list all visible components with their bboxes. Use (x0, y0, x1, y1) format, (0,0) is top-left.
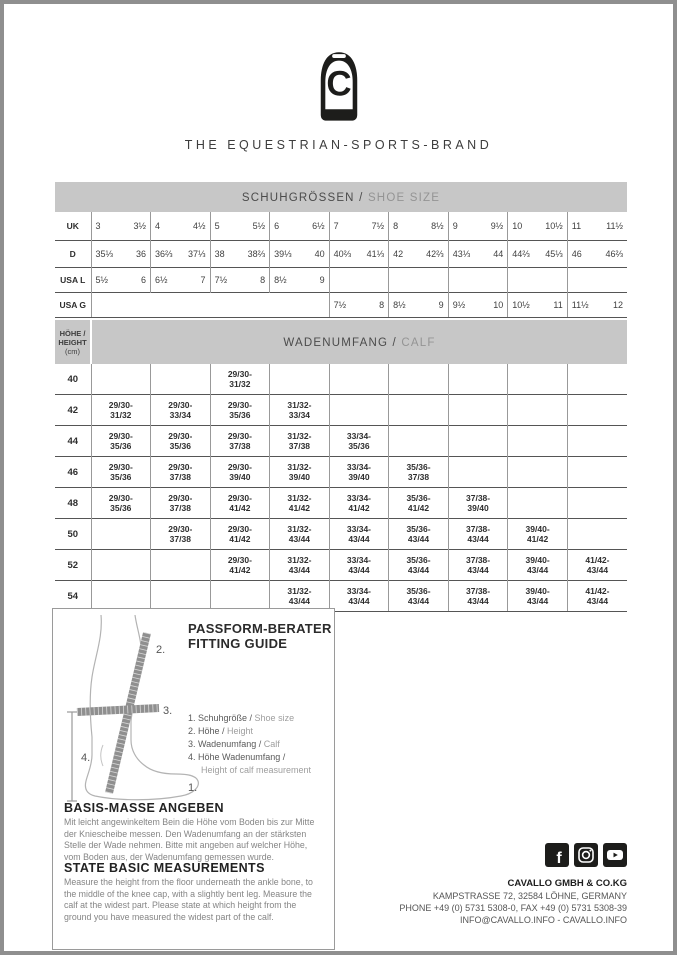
size-cell: 8 (359, 293, 389, 318)
calf-row (55, 488, 627, 519)
legend-item: 2. Höhe / Height (188, 726, 254, 736)
size-cell: 3 (91, 212, 121, 241)
calf-range-cell: 29/30- 35/36 (151, 426, 211, 457)
diagram-label-2: 2. (156, 644, 166, 656)
calf-measuring-tape (77, 708, 159, 712)
legend-item: 4. Höhe Wadenumfang / Height of calf measurement (188, 752, 312, 775)
youtube-icon[interactable] (603, 843, 627, 867)
size-cell: 38 (210, 241, 240, 268)
size-cell: 12 (597, 293, 627, 318)
calf-range-cell (91, 581, 151, 612)
size-cell: 3½ (133, 221, 147, 231)
shoe-size-title-de: SCHUHGRÖSSEN / (241, 192, 364, 204)
diagram-label-3: 3. (163, 705, 173, 717)
measurement-body-en: Measure the height from the floor underneath the ankle bone, to the middle of the knee cap, with a slightly bent leg. Measure the calf at the widest part. Please state at which height from the ground you have measured the widest part of the calf. (64, 877, 313, 922)
company-web: INFO@CAVALLO.INFO - CAVALLO.INFO (460, 915, 627, 925)
calf-range-cell: 29/30- 37/38 (151, 457, 211, 488)
calf-range-cell: 31/32- 41/42 (270, 488, 330, 519)
calf-title-row (55, 320, 627, 364)
calf-range-cell: 37/38- 43/44 (448, 519, 508, 550)
size-cell: 44⅔ (508, 241, 538, 268)
calf-range-cell (151, 550, 211, 581)
stirrup-c-logo-icon (316, 50, 362, 126)
calf-range-cell (567, 488, 627, 519)
calf-range-cell: 35/36- 43/44 (389, 519, 449, 550)
document-page (4, 4, 673, 951)
shoe-size-title-row (55, 182, 627, 212)
brand-tagline: THE EQUESTRIAN-SPORTS-BRAND (184, 138, 493, 152)
calf-range-cell: 35/36- 43/44 (389, 581, 449, 612)
calf-range-cell: 39/40- 43/44 (508, 581, 568, 612)
size-cell: 43⅓ (448, 241, 478, 268)
size-cell: 46⅔ (597, 241, 627, 268)
calf-range-cell (389, 364, 449, 395)
calf-row (55, 457, 627, 488)
calf-range-cell: 35/36- 41/42 (389, 488, 449, 519)
shoe-row-label: USA G (55, 293, 91, 318)
size-cell: 42⅔ (418, 241, 448, 268)
size-cell: 6 (270, 212, 300, 241)
size-cell: 9½ (490, 221, 504, 231)
calf-range-cell: 29/30- 41/42 (210, 550, 270, 581)
measurement-instructions-de (64, 801, 324, 863)
calf-range-cell: 41/42- 43/44 (567, 550, 627, 581)
size-cell: 46 (567, 241, 597, 268)
calf-range-cell (151, 364, 211, 395)
calf-range-cell (329, 395, 389, 426)
size-cell: 10½ (508, 293, 538, 318)
calf-range-cell: 29/30- 33/34 (151, 395, 211, 426)
size-cell: 7½ (329, 293, 359, 318)
size-cell (389, 268, 419, 293)
company-name: CAVALLO GMBH & CO.KG (507, 878, 627, 889)
calf-range-cell (508, 364, 568, 395)
fitting-guide-title (188, 621, 332, 651)
shoe-size-row (55, 268, 627, 293)
calf-range-cell: 37/38- 39/40 (448, 488, 508, 519)
calf-range-cell (389, 426, 449, 457)
size-cell: 41⅓ (359, 241, 389, 268)
calf-row (55, 426, 627, 457)
facebook-icon[interactable] (545, 843, 569, 867)
size-cell: 9 (418, 293, 448, 318)
calf-range-cell: 31/32- 43/44 (270, 550, 330, 581)
svg-text:C: C (325, 64, 352, 104)
legend-item: 3. Wadenumfang / Calf (188, 739, 280, 749)
calf-range-cell (91, 550, 151, 581)
height-header-unit: (cm) (65, 346, 80, 356)
diagram-label-1: 1. (188, 782, 198, 794)
height-cell: 46 (55, 457, 91, 488)
size-cell: 10 (508, 212, 538, 241)
height-cell: 52 (55, 550, 91, 581)
height-cell: 42 (55, 395, 91, 426)
fitting-guide-box (52, 608, 335, 950)
shoe-row-label: UK (66, 221, 79, 231)
calf-range-cell (508, 426, 568, 457)
height-header (55, 320, 91, 364)
calf-range-cell: 29/30- 35/36 (91, 488, 151, 519)
company-phone: PHONE +49 (0) 5731 5308-0, FAX +49 (0) 5731 5308-39 (399, 903, 627, 913)
calf-range-cell: 31/32- 43/44 (270, 581, 330, 612)
size-cell: 37⅓ (180, 241, 210, 268)
calf-range-cell: 41/42- 43/44 (567, 581, 627, 612)
calf-range-cell: 29/30- 31/32 (91, 395, 151, 426)
size-cell: 8 (240, 268, 270, 293)
calf-range-cell (151, 581, 211, 612)
calf-range-cell: 37/38- 43/44 (448, 550, 508, 581)
shoe-size-row (55, 293, 627, 318)
fitting-guide-title-de: PASSFORM-BERATER (188, 621, 332, 636)
svg-text:f: f (556, 850, 562, 867)
calf-range-cell (567, 519, 627, 550)
fitting-guide-title-en: FITTING GUIDE (188, 636, 288, 651)
calf-title-en: CALF (401, 337, 436, 349)
size-cell: 38⅔ (240, 241, 270, 268)
shoe-size-title (55, 182, 627, 212)
size-cell: 6½ (151, 268, 181, 293)
height-cell: 48 (55, 488, 91, 519)
calf-range-cell: 29/30- 41/42 (210, 488, 270, 519)
calf-range-cell (448, 395, 508, 426)
instagram-icon[interactable] (574, 843, 598, 867)
calf-range-cell (448, 426, 508, 457)
calf-row (55, 519, 627, 550)
size-cell (359, 268, 389, 293)
calf-range-cell: 29/30- 37/38 (151, 488, 211, 519)
calf-range-cell (91, 364, 151, 395)
shoe-row-label: USA L (55, 268, 91, 293)
size-cell: 5½ (252, 221, 266, 231)
size-cell: 40 (299, 241, 329, 268)
calf-range-cell: 31/32- 37/38 (270, 426, 330, 457)
size-cell: 9½ (448, 293, 478, 318)
calf-range-cell: 31/32- 39/40 (270, 457, 330, 488)
size-cell: 7½ (210, 268, 240, 293)
company-address: KAMPSTRASSE 72, 32584 LÖHNE, GERMANY (432, 891, 627, 901)
size-cell: 45⅓ (537, 241, 567, 268)
shoe-size-row (55, 241, 627, 268)
calf-title-de: WADENUMFANG / (283, 337, 397, 349)
size-cell (597, 268, 627, 293)
size-cell (418, 268, 448, 293)
calf-range-cell (329, 364, 389, 395)
calf-range-cell (448, 457, 508, 488)
calf-row (55, 395, 627, 426)
size-cell: 8½ (389, 293, 419, 318)
size-cell: 4½ (193, 221, 206, 231)
size-cell: 5 (210, 212, 240, 241)
size-cell: 7½ (371, 221, 385, 231)
calf-range-cell: 29/30- 31/32 (210, 364, 270, 395)
calf-range-cell (270, 364, 330, 395)
leg-measurement-illustration (59, 615, 209, 805)
measurement-body-de: Mit leicht angewinkeltem Bein die Höhe vom Boden bis zur Mitte der Kniescheibe messen. Den Wadenumfang an der stärksten Stelle der Wade nehmen. Bitte mit angeben auf welcher Höhe, vom Boden aus, der Wadenumfang gemessen wurde. (64, 817, 315, 862)
calf-row (55, 550, 627, 581)
height-header-de: HÖHE / (59, 328, 86, 338)
calf-range-cell: 35/36- 43/44 (389, 550, 449, 581)
calf-range-cell (91, 519, 151, 550)
calf-range-cell: 33/34- 43/44 (329, 581, 389, 612)
calf-range-cell (508, 457, 568, 488)
measurement-title-en: STATE BASIC MEASUREMENTS (64, 861, 265, 875)
height-cell: 44 (55, 426, 91, 457)
height-cell: 40 (67, 373, 79, 385)
size-cell: 35⅓ (91, 241, 121, 268)
calf-range-cell: 35/36- 37/38 (389, 457, 449, 488)
size-cell: 6½ (312, 221, 325, 231)
size-cell: 42 (389, 241, 419, 268)
company-footer (399, 843, 627, 926)
measurement-instructions-en (64, 861, 324, 923)
brand-logo (4, 50, 673, 131)
shoe-size-title-en: SHOE SIZE (367, 192, 441, 204)
size-cell: 7 (180, 268, 210, 293)
calf-range-cell: 37/38- 43/44 (448, 581, 508, 612)
calf-range-cell: 31/32- 43/44 (270, 519, 330, 550)
size-cell: 39⅓ (270, 241, 300, 268)
size-cell (448, 268, 478, 293)
calf-range-cell: 29/30- 39/40 (210, 457, 270, 488)
calf-table (55, 320, 627, 612)
height-header-en: HEIGHT (58, 337, 87, 347)
calf-range-cell (567, 364, 627, 395)
size-cell: 36⅔ (151, 241, 181, 268)
calf-range-cell: 39/40- 41/42 (508, 519, 568, 550)
calf-range-cell: 29/30- 41/42 (210, 519, 270, 550)
size-cell: 10 (478, 293, 508, 318)
size-cell: 11 (537, 293, 567, 318)
calf-title (91, 320, 627, 364)
size-cell: 44 (478, 241, 508, 268)
calf-range-cell (448, 364, 508, 395)
calf-range-cell: 29/30- 35/36 (210, 395, 270, 426)
size-cell (567, 268, 597, 293)
calf-range-cell: 33/34- 43/44 (329, 519, 389, 550)
calf-range-cell (210, 581, 270, 612)
calf-range-cell: 29/30- 37/38 (210, 426, 270, 457)
size-cell: 8½ (270, 268, 300, 293)
size-cell: 5½ (91, 268, 121, 293)
size-cell (508, 268, 538, 293)
size-cell: 9 (448, 212, 478, 241)
size-cell: 8½ (431, 221, 444, 231)
calf-range-cell (508, 488, 568, 519)
size-cell: 40⅔ (329, 241, 359, 268)
calf-range-cell (389, 395, 449, 426)
calf-range-cell: 33/34- 43/44 (329, 550, 389, 581)
calf-range-cell: 33/34- 41/42 (329, 488, 389, 519)
calf-range-cell: 29/30- 37/38 (151, 519, 211, 550)
empty-cell (91, 293, 329, 318)
calf-range-cell: 33/34- 35/36 (329, 426, 389, 457)
size-cell: 11½ (567, 293, 597, 318)
calf-range-cell (567, 395, 627, 426)
height-cell: 54 (55, 581, 91, 612)
measurement-title-de: BASIS-MASSE ANGEBEN (64, 801, 224, 815)
calf-range-cell (567, 457, 627, 488)
shoe-size-table (55, 182, 627, 318)
shoe-row-label: D (55, 241, 91, 268)
calf-range-cell: 31/32- 33/34 (270, 395, 330, 426)
social-links (399, 843, 627, 867)
fitting-guide-legend (188, 712, 311, 777)
size-cell (537, 268, 567, 293)
size-cell (478, 268, 508, 293)
size-cell: 6 (121, 268, 151, 293)
shoe-size-row (55, 212, 627, 241)
calf-row (55, 364, 627, 395)
size-cell (329, 268, 359, 293)
calf-range-cell: 29/30- 35/36 (91, 426, 151, 457)
calf-range-cell (567, 426, 627, 457)
size-cell: 7 (329, 212, 359, 241)
calf-range-cell: 33/34- 39/40 (329, 457, 389, 488)
size-cell: 11 (567, 212, 597, 241)
calf-range-cell (508, 395, 568, 426)
size-cell: 10½ (545, 221, 563, 231)
diagram-label-4: 4. (81, 752, 91, 764)
size-cell: 11½ (606, 221, 623, 231)
size-cell: 8 (389, 212, 419, 241)
calf-row (55, 581, 627, 612)
legend-item: 1. Schuhgröße / Shoe size (188, 713, 295, 723)
size-cell: 4 (151, 212, 181, 241)
calf-range-cell: 29/30- 35/36 (91, 457, 151, 488)
size-cell: 36 (121, 241, 151, 268)
size-cell: 9 (299, 268, 329, 293)
calf-range-cell: 39/40- 43/44 (508, 550, 568, 581)
height-cell: 50 (55, 519, 91, 550)
